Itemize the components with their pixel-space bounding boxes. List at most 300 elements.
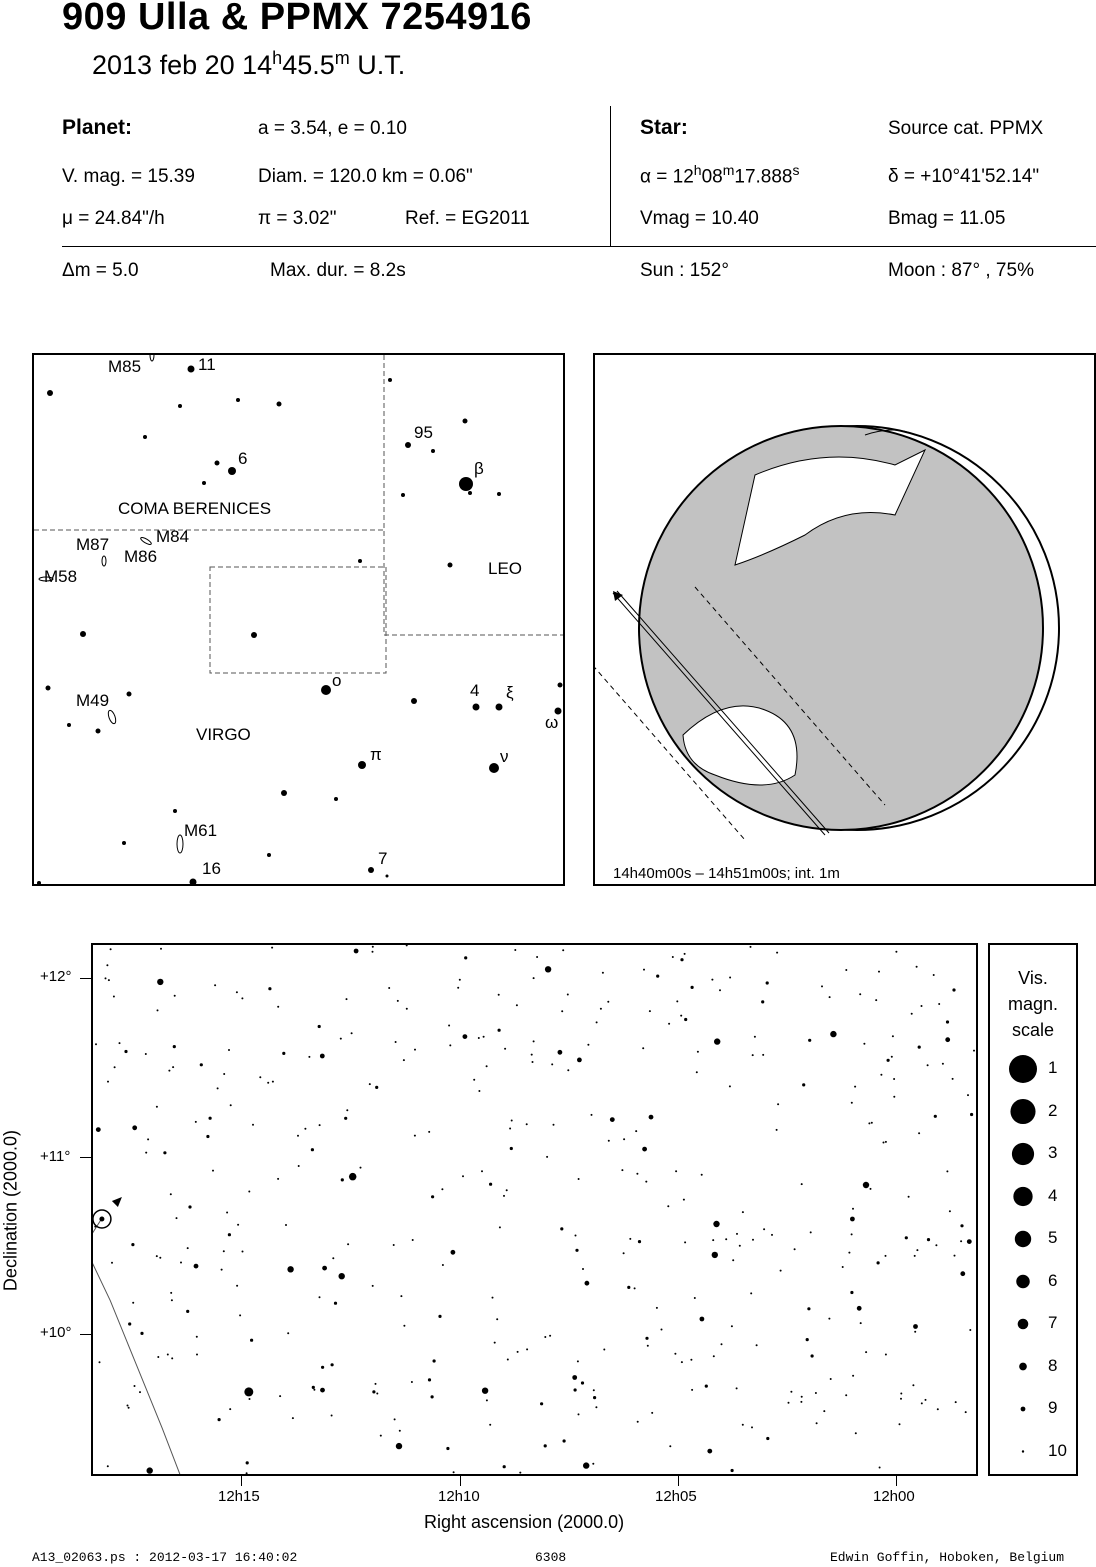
background-star bbox=[721, 1343, 723, 1345]
background-star bbox=[331, 1363, 334, 1366]
background-star bbox=[453, 1471, 455, 1473]
background-star bbox=[885, 1255, 887, 1257]
background-star bbox=[871, 1122, 873, 1124]
background-star bbox=[914, 1255, 916, 1257]
background-star bbox=[549, 1335, 551, 1337]
background-star bbox=[226, 1212, 228, 1214]
galaxy-m87 bbox=[102, 556, 106, 566]
background-star bbox=[921, 1005, 923, 1007]
scale-dot-3 bbox=[1012, 1143, 1034, 1165]
background-star bbox=[354, 949, 359, 954]
background-star bbox=[578, 1413, 580, 1415]
background-star bbox=[851, 1102, 853, 1104]
background-star bbox=[945, 1037, 950, 1042]
background-star bbox=[913, 1324, 918, 1329]
background-star bbox=[842, 1266, 844, 1268]
xtick-1215: 12h15 bbox=[218, 1488, 260, 1505]
background-star bbox=[170, 1292, 172, 1294]
background-star bbox=[669, 1445, 671, 1447]
background-star bbox=[498, 1029, 501, 1032]
background-star bbox=[156, 1106, 158, 1108]
background-star bbox=[298, 1165, 300, 1167]
planet-diam: Diam. = 120.0 km = 0.06" bbox=[258, 166, 473, 187]
scale-label-9: 9 bbox=[1048, 1398, 1058, 1417]
target-star bbox=[99, 1216, 104, 1221]
background-star bbox=[868, 1122, 870, 1124]
background-star bbox=[607, 1001, 609, 1003]
planet-ref: Ref. = EG2011 bbox=[405, 208, 530, 229]
background-star bbox=[878, 971, 880, 973]
background-star bbox=[431, 1395, 434, 1398]
scale-dot-5 bbox=[1015, 1231, 1031, 1247]
background-star bbox=[351, 1032, 353, 1034]
background-star bbox=[526, 1123, 528, 1125]
background-star bbox=[860, 1322, 862, 1324]
background-star bbox=[540, 1402, 543, 1405]
background-star bbox=[110, 948, 112, 950]
date-text: 2013 feb 20 14 bbox=[92, 50, 273, 80]
background-star bbox=[877, 1261, 880, 1264]
scale-dot-10 bbox=[1022, 1450, 1024, 1452]
background-star bbox=[442, 1264, 444, 1266]
label-m61: M61 bbox=[184, 821, 218, 840]
background-star bbox=[667, 1205, 669, 1207]
background-star bbox=[431, 1195, 434, 1198]
background-star bbox=[623, 1138, 625, 1140]
scale-label-3: 3 bbox=[1048, 1143, 1058, 1162]
background-star bbox=[252, 1124, 254, 1126]
background-star bbox=[95, 1043, 97, 1045]
background-star bbox=[463, 1034, 468, 1039]
background-star bbox=[322, 1266, 327, 1271]
background-star bbox=[680, 958, 683, 961]
background-star bbox=[107, 1081, 109, 1083]
background-star bbox=[319, 1124, 321, 1126]
background-star bbox=[635, 1130, 637, 1132]
background-star bbox=[900, 1393, 902, 1395]
background-star bbox=[845, 969, 847, 971]
background-star bbox=[921, 1402, 923, 1404]
background-star bbox=[946, 1170, 948, 1172]
footer-author: Edwin Goffin, Hoboken, Belgium bbox=[830, 1550, 1065, 1565]
info-column-divider bbox=[610, 106, 611, 246]
boundary-leo bbox=[384, 355, 563, 635]
scale-dot-4 bbox=[1013, 1187, 1032, 1206]
background-star bbox=[180, 1262, 182, 1264]
background-star bbox=[807, 1307, 810, 1310]
background-star bbox=[259, 1076, 261, 1078]
background-star bbox=[457, 987, 459, 989]
background-star bbox=[403, 1059, 405, 1061]
background-star bbox=[486, 1399, 488, 1401]
background-star bbox=[498, 994, 500, 996]
background-star bbox=[140, 1332, 143, 1335]
background-star bbox=[854, 1086, 856, 1088]
background-star bbox=[592, 1463, 594, 1465]
background-star bbox=[277, 1006, 279, 1008]
background-star bbox=[918, 1046, 921, 1049]
background-star bbox=[960, 1271, 965, 1276]
minute-sup: m bbox=[334, 48, 350, 68]
background-star bbox=[558, 1050, 563, 1055]
asteroid-path bbox=[93, 1219, 188, 1474]
background-star bbox=[683, 1199, 685, 1201]
background-star bbox=[885, 1354, 887, 1356]
globe-panel bbox=[593, 353, 1096, 886]
background-star bbox=[676, 1000, 678, 1002]
background-star bbox=[575, 1249, 578, 1252]
background-star bbox=[375, 1086, 378, 1089]
background-star bbox=[643, 969, 645, 971]
background-star bbox=[372, 1285, 374, 1287]
background-star bbox=[642, 1147, 647, 1152]
background-star bbox=[128, 1407, 130, 1409]
delta-mag: Δm = 5.0 bbox=[62, 260, 139, 281]
background-star bbox=[623, 1252, 625, 1254]
background-star bbox=[114, 1066, 116, 1068]
background-star bbox=[739, 1245, 741, 1247]
background-star bbox=[369, 1083, 371, 1085]
background-star bbox=[145, 1053, 147, 1055]
background-star bbox=[802, 1083, 805, 1086]
background-star bbox=[561, 1010, 563, 1012]
event-datetime bbox=[92, 48, 405, 81]
background-star bbox=[372, 1390, 375, 1393]
xtick-mark-1205 bbox=[678, 1476, 679, 1486]
background-star bbox=[503, 1465, 506, 1468]
background-star bbox=[645, 1337, 648, 1340]
background-star bbox=[916, 966, 918, 968]
background-star bbox=[250, 1339, 253, 1342]
background-star bbox=[313, 1389, 315, 1391]
background-star bbox=[517, 1351, 519, 1353]
background-star bbox=[536, 956, 538, 958]
scale-dot-8 bbox=[1019, 1363, 1027, 1371]
background-star bbox=[815, 1392, 817, 1394]
background-star bbox=[684, 1241, 686, 1243]
background-star bbox=[865, 1351, 867, 1353]
background-star bbox=[952, 988, 955, 991]
background-star bbox=[308, 1056, 310, 1058]
scale-dots bbox=[990, 945, 1076, 1474]
scale-label-6: 6 bbox=[1048, 1270, 1058, 1290]
background-star bbox=[911, 1013, 913, 1015]
background-star bbox=[729, 1085, 731, 1087]
scale-dot-6 bbox=[1016, 1275, 1030, 1289]
background-star bbox=[339, 1273, 345, 1279]
background-star bbox=[438, 1315, 441, 1318]
background-star bbox=[194, 1264, 199, 1269]
background-star bbox=[627, 1286, 630, 1289]
background-star bbox=[304, 1128, 306, 1130]
background-star bbox=[483, 1036, 485, 1038]
background-star bbox=[680, 1015, 682, 1017]
background-star bbox=[237, 1224, 239, 1226]
background-star bbox=[845, 1394, 847, 1396]
background-star bbox=[713, 1355, 715, 1357]
background-star bbox=[532, 1061, 534, 1063]
background-star bbox=[478, 1037, 480, 1039]
label-4: 4 bbox=[470, 681, 480, 700]
background-star bbox=[473, 1079, 475, 1081]
background-star bbox=[575, 1235, 577, 1237]
background-star bbox=[277, 1178, 279, 1180]
background-star bbox=[186, 1310, 189, 1313]
background-star bbox=[344, 1117, 347, 1120]
background-star bbox=[830, 1031, 836, 1037]
background-star bbox=[585, 1281, 590, 1286]
background-star bbox=[209, 1117, 212, 1120]
background-star bbox=[927, 1238, 930, 1241]
background-star bbox=[459, 979, 461, 981]
background-star bbox=[946, 1020, 949, 1023]
background-star bbox=[574, 1388, 577, 1391]
finder-svg bbox=[34, 355, 563, 884]
background-star bbox=[311, 1148, 314, 1151]
background-star bbox=[863, 1182, 869, 1188]
background-star bbox=[750, 946, 752, 948]
label-m85: M85 bbox=[108, 357, 142, 376]
background-star bbox=[551, 1063, 553, 1065]
background-star bbox=[448, 1025, 450, 1027]
background-star bbox=[347, 1243, 349, 1245]
scale-title-line-2: magn. bbox=[1007, 994, 1059, 1014]
background-star bbox=[712, 1252, 718, 1258]
background-star bbox=[808, 1039, 811, 1042]
bright-star bbox=[349, 1173, 357, 1181]
background-star bbox=[562, 949, 564, 951]
background-star bbox=[510, 1147, 513, 1150]
background-star bbox=[649, 1115, 654, 1120]
sun-elongation: Sun : 152° bbox=[640, 260, 729, 281]
background-star bbox=[899, 1423, 901, 1425]
background-star bbox=[519, 1472, 521, 1474]
background-star bbox=[318, 1025, 321, 1028]
background-star bbox=[406, 945, 408, 946]
background-star bbox=[691, 1389, 693, 1391]
max-duration: Max. dur. = 8.2s bbox=[270, 260, 406, 281]
background-star bbox=[656, 975, 659, 978]
background-star bbox=[249, 1398, 251, 1400]
background-star bbox=[228, 1049, 230, 1051]
globe-caption: 14h40m00s – 14h51m00s; int. 1m bbox=[613, 865, 840, 882]
background-star bbox=[221, 1269, 223, 1271]
background-star bbox=[272, 1081, 274, 1083]
background-star bbox=[725, 1238, 727, 1240]
bright-stars bbox=[93, 970, 356, 1396]
background-star bbox=[134, 1385, 136, 1387]
background-star bbox=[139, 1391, 141, 1393]
background-star bbox=[239, 1314, 241, 1316]
background-star bbox=[496, 1318, 498, 1320]
background-star bbox=[441, 1188, 443, 1190]
background-star bbox=[973, 1050, 975, 1052]
background-star bbox=[428, 1378, 431, 1381]
label-m49: M49 bbox=[76, 691, 110, 710]
background-star bbox=[360, 1167, 362, 1169]
background-star bbox=[334, 1302, 337, 1305]
background-star bbox=[591, 1114, 593, 1116]
background-star bbox=[268, 987, 271, 990]
background-star bbox=[914, 1331, 916, 1333]
background-star bbox=[478, 1090, 480, 1092]
background-star bbox=[372, 946, 374, 948]
planet-mu: μ = 24.84"/h bbox=[62, 208, 165, 229]
scale-label-1: 1 bbox=[1048, 1058, 1058, 1077]
background-star bbox=[282, 1052, 285, 1055]
label-nu: ν bbox=[500, 747, 509, 766]
scale-label-10: 10 bbox=[1048, 1440, 1067, 1460]
background-star bbox=[684, 953, 686, 955]
background-star bbox=[729, 977, 731, 979]
xtick-1200: 12h00 bbox=[873, 1488, 915, 1505]
background-star bbox=[544, 1336, 546, 1338]
background-star bbox=[736, 1387, 738, 1389]
background-star bbox=[754, 1036, 756, 1038]
background-star bbox=[581, 1381, 584, 1384]
background-star bbox=[895, 951, 897, 953]
background-star bbox=[246, 1461, 249, 1464]
background-star bbox=[900, 1398, 902, 1400]
label-16: 16 bbox=[202, 859, 221, 878]
background-star bbox=[171, 1299, 173, 1301]
scale-title-line-3: scale bbox=[1011, 1020, 1055, 1040]
background-star bbox=[593, 1389, 595, 1391]
background-star bbox=[105, 977, 107, 979]
background-star bbox=[582, 1268, 584, 1270]
background-star bbox=[99, 1361, 101, 1363]
background-star bbox=[705, 1385, 708, 1388]
background-star bbox=[206, 1135, 209, 1138]
background-star bbox=[188, 1205, 191, 1208]
background-star bbox=[346, 998, 348, 1000]
background-star bbox=[634, 1287, 636, 1289]
magnitude-scale bbox=[988, 943, 1078, 1476]
background-star bbox=[388, 987, 390, 989]
background-star bbox=[563, 1439, 566, 1442]
background-star bbox=[788, 1402, 790, 1404]
bright-star bbox=[244, 1387, 253, 1396]
footer-number: 6308 bbox=[535, 1550, 567, 1565]
galaxy-m84 bbox=[140, 536, 152, 545]
background-star bbox=[952, 1078, 954, 1080]
background-star bbox=[464, 956, 467, 959]
background-star bbox=[927, 1064, 929, 1066]
finder-stars bbox=[37, 366, 563, 885]
background-star bbox=[761, 1000, 764, 1003]
background-star bbox=[127, 1405, 129, 1407]
background-star bbox=[771, 1234, 773, 1236]
background-star bbox=[124, 1050, 127, 1053]
background-star bbox=[603, 1349, 605, 1351]
background-star bbox=[414, 1049, 416, 1051]
background-star bbox=[553, 1124, 555, 1126]
background-star bbox=[719, 989, 721, 991]
background-star bbox=[970, 1113, 973, 1116]
background-star bbox=[850, 1217, 855, 1222]
path-direction-arrow-icon bbox=[112, 1197, 122, 1207]
background-star bbox=[509, 1128, 511, 1130]
label-11: 11 bbox=[198, 355, 216, 374]
background-star bbox=[168, 1070, 170, 1072]
background-star bbox=[731, 1469, 734, 1472]
background-star bbox=[801, 1183, 803, 1185]
background-star bbox=[811, 1354, 814, 1357]
finder-chart bbox=[32, 353, 565, 886]
background-star bbox=[691, 986, 694, 989]
background-star bbox=[600, 1008, 602, 1010]
background-star bbox=[171, 1357, 173, 1359]
background-star bbox=[218, 1418, 221, 1421]
background-star bbox=[694, 1297, 696, 1299]
alpha-h-sup: h bbox=[693, 162, 702, 178]
background-star bbox=[742, 1211, 744, 1213]
background-star bbox=[511, 1120, 513, 1122]
label-95: 95 bbox=[414, 423, 433, 442]
background-star bbox=[690, 1359, 692, 1361]
scale-dot-9 bbox=[1021, 1407, 1026, 1412]
background-star bbox=[674, 1353, 676, 1355]
background-star bbox=[714, 1038, 720, 1044]
xtick-1205: 12h05 bbox=[655, 1488, 697, 1505]
background-star bbox=[751, 1426, 753, 1428]
background-star bbox=[937, 1408, 939, 1410]
ytick-mark-11 bbox=[80, 1157, 91, 1158]
label-6: 6 bbox=[238, 449, 248, 468]
star-vmag: Vmag = 10.40 bbox=[640, 208, 759, 229]
background-star bbox=[560, 1227, 563, 1230]
background-star bbox=[160, 948, 162, 950]
background-star bbox=[111, 1262, 113, 1264]
background-star bbox=[107, 1465, 109, 1467]
page-title: 909 Ulla & PPMX 7254916 bbox=[62, 0, 532, 38]
background-star bbox=[340, 1038, 342, 1040]
background-star bbox=[113, 996, 115, 998]
background-star bbox=[411, 1381, 413, 1383]
background-star bbox=[602, 972, 604, 974]
background-star bbox=[912, 1384, 914, 1386]
background-star bbox=[223, 1073, 225, 1075]
background-star bbox=[701, 1174, 703, 1176]
scale-label-4: 4 bbox=[1048, 1185, 1058, 1205]
background-star bbox=[700, 1317, 705, 1322]
label-omicron: o bbox=[332, 671, 342, 690]
background-star bbox=[776, 1129, 778, 1131]
background-star bbox=[593, 1396, 596, 1399]
background-star bbox=[697, 1051, 699, 1053]
background-star bbox=[567, 1069, 569, 1071]
background-star bbox=[851, 1233, 853, 1235]
background-star bbox=[229, 1408, 231, 1410]
background-star bbox=[170, 1193, 172, 1195]
star-chart-svg bbox=[93, 945, 976, 1474]
background-star bbox=[217, 1087, 219, 1089]
xtick-mark-1215 bbox=[241, 1476, 242, 1486]
ytick-mark-12 bbox=[80, 978, 91, 979]
scale-label-5: 5 bbox=[1048, 1228, 1058, 1247]
background-star bbox=[514, 949, 516, 951]
background-star bbox=[481, 1170, 483, 1172]
background-star bbox=[684, 1018, 687, 1021]
background-star bbox=[969, 1329, 971, 1331]
background-star bbox=[214, 984, 216, 986]
galaxies bbox=[39, 355, 183, 853]
label-pi: π bbox=[370, 745, 382, 764]
background-star bbox=[925, 1399, 927, 1401]
star-delta: δ = +10°41'52.14" bbox=[888, 166, 1040, 187]
label-m86: M86 bbox=[124, 547, 158, 566]
background-star bbox=[380, 1435, 382, 1437]
